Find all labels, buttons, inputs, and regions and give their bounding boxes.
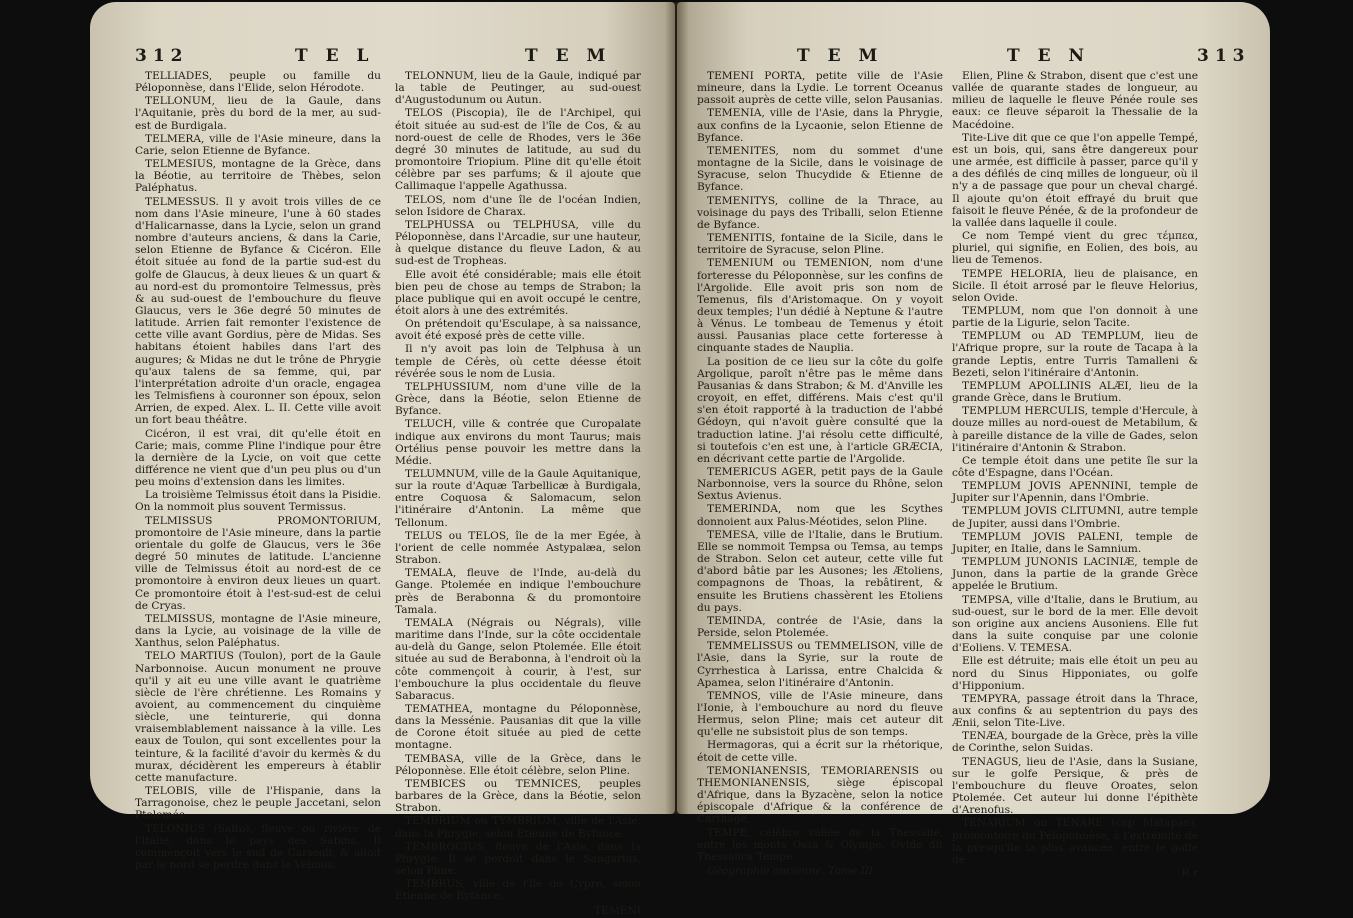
dictionary-entry: TEMPLUM JOVIS CLITUMNI, autre temple de Jupiter, aussi dans l'Ombrie. xyxy=(952,505,1198,530)
dictionary-entry: TEMINDA, contrée de l'Asie, dans la Perside, selon Ptolemée. xyxy=(697,614,943,640)
dictionary-entry: TEMPLUM JOVIS APENNINI, temple de Jupiter sur l'Apennin, dans l'Ombrie. xyxy=(952,480,1198,505)
column-body xyxy=(952,70,1198,866)
dictionary-entry: TEMPSA, ville d'Italie, dans le Brutium, au sud-ouest, sur le bord de la mer. Elle devoit son origine aux anciens Ausoniens. Elle fut dans la suite conquise par une colonie d'Eoliens. V. TEMESA. xyxy=(952,593,1198,655)
dictionary-entry: TEMPLUM ou AD TEMPLUM, lieu de l'Afrique propre, sur la route de Tacapa à la grande Leptis, entre Turris Tamalleni & Bezeti, selon l'itinéraire d'Antonin. xyxy=(952,330,1198,379)
dictionary-entry: TEMBRIUM ou TYMBRIUM, ville de l'Asie, dans la Phrygie, selon Etienne de Byfance. xyxy=(395,815,641,840)
dictionary-entry: TEMALA (Négrais ou Négrals), ville maritime dans l'Inde, sur la côte occidentale au-delà du Gange, selon Ptolemée. Elle étoit située au sud de Berabonna, à l'endroit où la côte commençoit à courir, à l'est, sur l'embouchure la plus occidentale du fleuve Sabaracus. xyxy=(395,616,641,702)
dictionary-entry: TEMPLUM JUNONIS LACINIÆ, temple de Junon, dans la partie de la grande Grèce appelée le Brutium. xyxy=(952,556,1198,593)
left-page xyxy=(90,2,675,918)
dictionary-entry: TEMPLUM APOLLINIS ALÆI, lieu de la grande Grèce, dans le Brutium. xyxy=(952,379,1198,405)
dictionary-entry: TELONIUS (Salto), fleuve ou rivière de l'Italie, dans le pays des Sabins. Il commençoit vers le sud de Carseoli, & alloit par le nord se perdre dans le Velinus. xyxy=(135,822,381,871)
running-head-right xyxy=(677,46,1270,72)
dictionary-entry: TEMENIUM ou TEMENION, nom d'une forteresse du Péloponnèse, sur les confins de l'Argolide. Elle avoit pris son nom de Temenus, fils d'Aristomaque. On y voyoit deux temples; l'un dédié à Neptune & l'autre à Vénus. Le tombeau de Temenus y étoit aussi. Pausanias place cette forteresse à cinquante stades de Nauplia. xyxy=(697,257,943,355)
dictionary-entry: TEMPE, célèbre vallée de la Thessalie, entre les monts Ossa & Olympe. Ovide dit Thessalica Tempe. xyxy=(697,826,943,863)
dictionary-entry: TEMBICES ou TEMNICES, peuples barbares de la Grèce, dans la Béotie, selon Strabon. xyxy=(395,777,641,815)
dictionary-entry: TEMPE HELORIA, lieu de plaisance, en Sicile. Il étoit arrosé par le fleuve Helorius, selon Ovide. xyxy=(952,267,1198,304)
dictionary-entry: TELUCH, ville & contrée que Curopalate indique aux environs du mont Taurus; mais Ortélius pense pouvoir les mettre dans la Médie. xyxy=(395,418,641,467)
dictionary-entry: TEMENITYS, colline de la Thrace, au voisinage du pays des Triballi, selon Etienne de Byfance. xyxy=(697,194,943,231)
dictionary-entry: TEMBROGIUS, fleuve de l'Asie, dans la Phrygie. Il se perdoit dans le Sangarius, selon Pline. xyxy=(395,840,641,877)
text-column-2 xyxy=(952,70,1198,879)
dictionary-entry: TEMPLUM, nom que l'on donnoit à une partie de la Ligurie, selon Tacite. xyxy=(952,304,1198,330)
text-column-2 xyxy=(395,70,641,918)
dictionary-entry: Hermagoras, qui a écrit sur la rhétorique, étoit de cette ville. xyxy=(697,739,943,764)
dictionary-entry: Elle avoit été considérable; mais elle étoit bien peu de chose au temps de Strabon; la place publique qui en avoit occupé le centre, étoit alors à une des extrémités. xyxy=(395,268,641,317)
dictionary-entry: TEMMELISSUS ou TEMMELISON, ville de l'Asie, dans la Syrie, sur la route de Cyrrhestica à Larissa, entre Chalcida & Apamea, selon l'itinéraire d'Antonin. xyxy=(697,640,943,689)
dictionary-entry: TEMONIANENSIS, TEMORIARENSIS ou THEMONIANENSIS, siège épiscopal d'Afrique, dans la Byzacène, selon la notice épiscopale d'Afrique & la conférence de Carthage. xyxy=(697,764,943,826)
dictionary-entry: TENARIUM ou TENARE (cap Matapan), promontoire du Péloponnèse, à l'extrémité de la presqu'île la plus avancée, entre le golfe de xyxy=(952,817,1198,866)
page-number: 313 xyxy=(1197,46,1251,66)
headword: T E M xyxy=(797,46,884,66)
dictionary-entry: TEMESA, ville de l'Italie, dans le Brutium. Elle se nommoit Tempsa ou Temsa, au temps de Strabon. Selon cet auteur, cette ville fut d'abord bâtie par les Ausones; les Ætoliens, compagnons de Thoas, la rebâtirent, & ensuite les Brutiens chassèrent les Etoliens du pays. xyxy=(697,528,943,614)
dictionary-entry: TENÆA, bourgade de la Grèce, près la ville de Corinthe, selon Suidas. xyxy=(952,730,1198,755)
dictionary-entry: TELMESIUS, montagne de la Grèce, dans la Béotie, au territoire de Thèbes, selon Paléphatus. xyxy=(135,158,381,195)
dictionary-entry: TELMISSUS, montagne de l'Asie mineure, dans la Lycie, au voisinage de la ville de Xanthus, selon Paléphatus. xyxy=(135,612,381,650)
dictionary-entry: On prétendoit qu'Esculape, à sa naissance, avoit été exposé près de cette ville. xyxy=(395,318,641,343)
column-body xyxy=(395,70,641,902)
dictionary-entry: TELO MARTIUS (Toulon), port de la Gaule Narbonnoise. Aucun monument ne prouve qu'il y ait eu une ville avant le quatrième siècle de l'ère chrétienne. Les Romains y avoient, au commencement du cinquième siècle, une teinturerie, qui donna vraisemblablement naissance à la ville. Les eaux de Toulon, qui sont excellentes pour la teinture, & la facilité d'avoir du kermès & du murax, décidèrent les empereurs à établir cette manufacture. xyxy=(135,650,381,784)
dictionary-entry: TEMBASA, ville de la Grèce, dans le Péloponnèse. Elle étoit célèbre, selon Pline. xyxy=(395,752,641,777)
dictionary-entry: TELOS, nom d'une île de l'océan Indien, selon Isidore de Charax. xyxy=(395,193,641,218)
dictionary-entry: Tite-Live dit que ce que l'on appelle Tempé, est un bois, qui, sans être dangereux pour une armée, est difficile à passer, parce qu'il y a des défilés de cinq milles de longueur, où il n'y a de passage que pour un cheval chargé. Il ajoute qu'on étoit effrayé du bruit que faisoit le fleuve Pénée, & de la profondeur de la vallée dans laquelle il coule. xyxy=(952,131,1198,229)
dictionary-entry: La troisième Telmissus étoit dans la Pisidie. On la nommoit plus souvent Termissus. xyxy=(135,489,381,514)
headword: T E M xyxy=(525,46,612,66)
dictionary-entry: TEMNOS, ville de l'Asie mineure, dans l'Ionie, à l'embouchure au nord du fleuve Hermus, selon Pline; mais cet auteur dit qu'elle ne subsistoit plus de son temps. xyxy=(697,689,943,739)
dictionary-entry: TELPHUSSIUM, nom d'une ville de la Grèce, dans la Béotie, selon Etienne de Byfance. xyxy=(395,380,641,418)
page-number: 312 xyxy=(135,46,189,66)
dictionary-entry: TEMENI PORTA, petite ville de l'Asie mineure, dans la Lydie. Le torrent Oceanus passoit auprès de cette ville, selon Pausanias. xyxy=(697,70,943,107)
dictionary-entry: TENAGUS, lieu de l'Asie, dans la Susiane, sur le golfe Persique, & près de l'embouchure du fleuve Oroates, selon Ptolemée. Cet auteur lui donne l'épithète d'Arenofus. xyxy=(952,755,1198,817)
dictionary-entry: TELONNUM, lieu de la Gaule, indiqué par la table de Peutinger, au sud-ouest d'Augustodunum ou Autun. xyxy=(395,70,641,107)
dictionary-entry: TELMERA, ville de l'Asie mineure, dans la Carie, selon Etienne de Byfance. xyxy=(135,132,381,157)
footer-note: Géographie ancienne. Tome III. xyxy=(707,865,877,877)
dictionary-entry: Elle est détruite; mais elle étoit un peu au nord du Sinus Hipponiates, ou golfe d'Hipponium. xyxy=(952,655,1198,692)
dictionary-entry: TEMALA, fleuve de l'Inde, au-delà du Gange. Ptolemée en indique l'embouchure près de Berabonna & du promontoire Tamala. xyxy=(395,567,641,616)
signature-mark: R r xyxy=(1181,867,1198,879)
dictionary-entry: TEMBRUS, ville de l'île de Cypre, selon Etienne de Byfance. xyxy=(395,878,641,903)
column-body xyxy=(697,70,943,863)
dictionary-entry: La position de ce lieu sur la côte du golfe Argolique, paroît n'être pas le même dans Pausanias & dans Strabon; & M. d'Anville les croyoit, en effet, différens. Mais c'est qu'il s'en étoit rapporté à la traduction de l'abbé Gédoyn, qui n'avoit guère consulté que la traduction latine. J'ai résolu cette difficulté, si toutefois c'en est une, à l'article GRÆCIA, en décrivant cette partie de l'Argolide. xyxy=(697,355,943,465)
dictionary-entry: TEMPLUM JOVIS PALENI, temple de Jupiter, en Italie, dans le Samnium. xyxy=(952,530,1198,555)
dictionary-entry: TEMENITIS, fontaine de la Sicile, dans le territoire de Syracuse, selon Pline. xyxy=(697,232,943,257)
catchword: TEMENI xyxy=(594,905,641,918)
dictionary-entry: TELMISSUS PROMONTORIUM, promontoire de l'Asie mineure, dans la partie orientale du golfe de Glaucus, vers le 36e degré 50 minutes de latitude. L'ancienne ville de Telmissus étoit au nord-est de ce promontoire à environ deux lieues un quart. Ce promontoire étoit à l'est-sud-est de celui de Cryas. xyxy=(135,514,381,612)
dictionary-entry: Ce temple étoit dans une petite île sur la côte d'Espagne, dans l'Océan. xyxy=(952,454,1198,479)
dictionary-entry: TEMATHEA, montagne du Péloponnèse, dans la Messénie. Pausanias dit que la ville de Corone étoit située au pied de cette montagne. xyxy=(395,702,641,752)
book-gutter xyxy=(665,2,689,814)
text-column-1 xyxy=(697,70,943,877)
open-book xyxy=(90,2,1270,918)
dictionary-entry: Ce nom Tempé vient du grec τέμπεα, pluriel, qui signifie, en Eolien, des bois, au lieu de Temenos. xyxy=(952,230,1198,267)
dictionary-entry: Il n'y avoit pas loin de Telphusa à un temple de Cérès, où cette déesse étoit révérée sous le nom de Lusia. xyxy=(395,343,641,380)
dictionary-entry: TEMPLUM HERCULIS, temple d'Hercule, à douze milles au nord-ouest de Metabilum, & à pareille distance de la ville de Gades, selon l'itinéraire d'Antonin & Strabon. xyxy=(952,405,1198,454)
headword: T E N xyxy=(1007,46,1090,66)
dictionary-entry: TEMENIA, ville de l'Asie, dans la Phrygie, aux confins de la Lycaonie, selon Etienne de Byfance. xyxy=(697,107,943,144)
dictionary-entry: TEMERINDA, nom que les Scythes donnoient aux Palus-Méotides, selon Pline. xyxy=(697,503,943,528)
right-page xyxy=(677,2,1270,879)
dictionary-entry: TELOBIS, ville de l'Hispanie, dans la Tarragonoise, chez le peuple Jaccetani, selon Ptolemée. xyxy=(135,785,381,822)
dictionary-entry: TELMESSUS. Il y avoit trois villes de ce nom dans l'Asie mineure, l'une à 60 stades d'Halicarnasse, dans la Lycie, selon un grand nombre d'auteurs anciens, & dans la Carie, selon Etienne de Byfance & Cicéron. Elle étoit située au fond de la partie sud-est du golfe de Glaucus, à deux lieues & un quart & au nord-est du promontoire Telmessus, près & au sud-ouest de l'embouchure du fleuve Glaucus, vers le 36e degré 50 minutes de latitude. Arrien fait remonter l'existence de cette ville avant Gordius, père de Midas. Ses habitans étoient habiles dans l'art des augures; & Midas ne dut le trône de Phrygie qu'aux talens de sa femme, qui, par l'interprétation adroite d'un oracle, engagea les Telmisfiens à couronner son époux, selon Arrien, de exped. Alex. L. II. Cette ville avoit un fort beau théâtre. xyxy=(135,195,381,427)
dictionary-entry: Elien, Pline & Strabon, disent que c'est une vallée de quarante stades de longueur, au milieu de laquelle le fleuve Pénée roule ses eaux: ce fleuve séparoit la Thessalie de la Macédoine. xyxy=(952,70,1198,131)
text-column-1 xyxy=(135,70,381,872)
running-head-left xyxy=(90,46,675,72)
headword: T E L xyxy=(295,46,375,66)
dictionary-entry: Cicéron, il est vrai, dit qu'elle étoit en Carie; mais, comme Pline l'indique pour être la dernière de la Lycie, on voit que cette différence ne vient que d'un peu plus ou d'un peu moins d'extension dans les limites. xyxy=(135,427,381,489)
dictionary-entry: TELLONUM, lieu de la Gaule, dans l'Aquitanie, près du bord de la mer, au sud-est de Burdigala. xyxy=(135,95,381,132)
dictionary-entry: TEMPYRA, passage étroit dans la Thrace, aux confins & au septentrion du pays des Ænii, selon Tite-Live. xyxy=(952,692,1198,730)
dictionary-entry: TELUMNUM, ville de la Gaule Aquitanique, sur la route d'Aquæ Tarbellicæ à Burdigala, entre Coquosa & Salomacum, selon l'itinéraire d'Antonin. La même que Tellonum. xyxy=(395,468,641,529)
dictionary-entry: TELOS (Piscopia), île de l'Archipel, qui étoit située au sud-est de l'île de Cos, & au nord-ouest de celle de Rhodes, vers le 36e degré 30 minutes de latitude, au sud du promontoire Triopium. Pline dit qu'elle étoit célèbre par ses parfums; & il ajoute que Callimaque l'appelle Agathussa. xyxy=(395,107,641,193)
dictionary-entry: TELPHUSSA ou TELPHUSA, ville du Péloponnèse, dans l'Arcadie, sur une hauteur, à quelque distance du fleuve Ladon, & au sud-est de Tropheas. xyxy=(395,218,641,268)
dictionary-entry: TELLIADES, peuple ou famille du Péloponnèse, dans l'Elide, selon Hérodote. xyxy=(135,70,381,95)
dictionary-entry: TEMERICUS AGER, petit pays de la Gaule Narbonnoise, vers la source du Rhône, selon Sextus Avienus. xyxy=(697,466,943,503)
dictionary-entry: TEMENITES, nom du sommet d'une montagne de la Sicile, dans le voisinage de Syracuse, selon Thucydide & Etienne de Byfance. xyxy=(697,144,943,194)
dictionary-entry: TELUS ou TELOS, île de la mer Egée, à l'orient de celle nommée Astypalæa, selon Strabon. xyxy=(395,529,641,567)
